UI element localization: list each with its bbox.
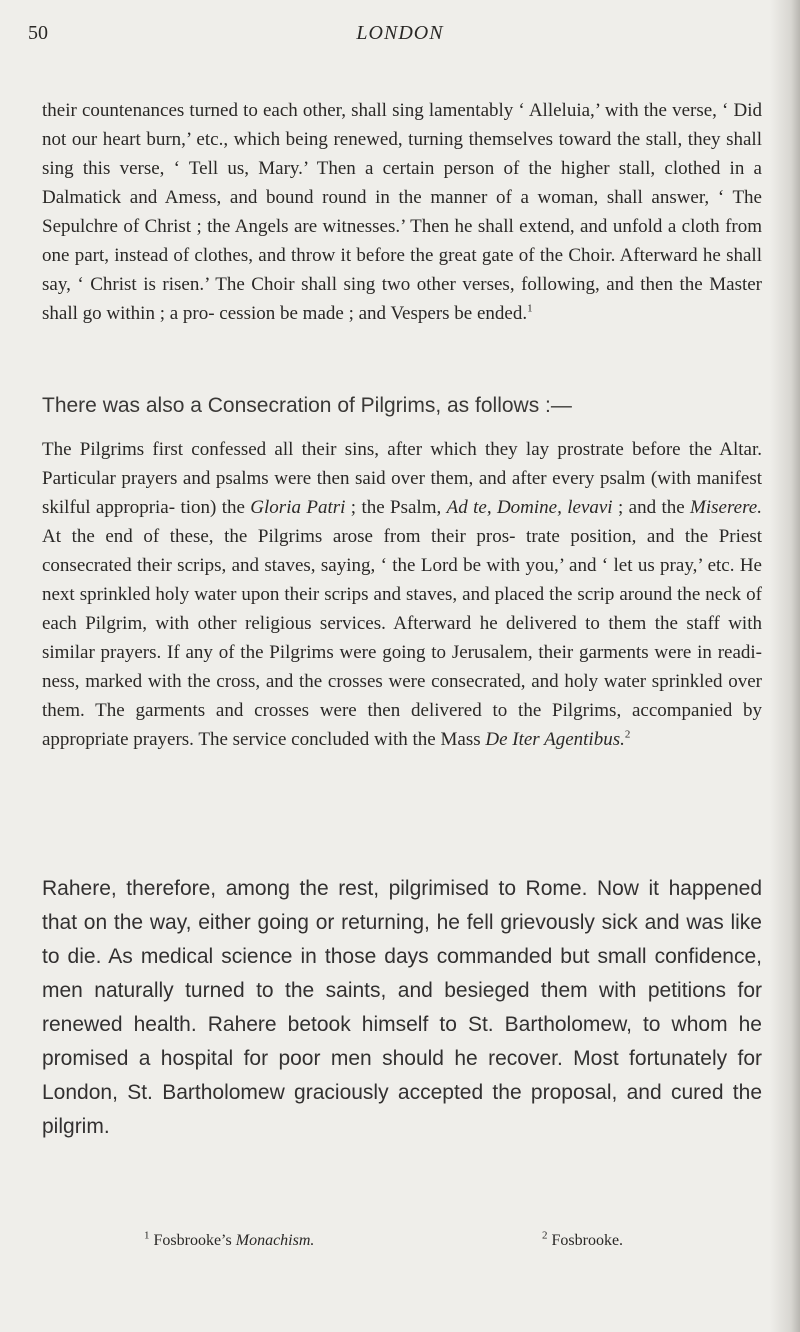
pilgrims-text-a: The Pilgrims first confessed all their sins, after which they lay prostrate before the Altar. Particular prayers and psalms were then said over them, and after every psalm (with manifest skilful appropria- tion) the xyxy=(42,439,762,518)
page-number: 50 xyxy=(28,22,48,44)
miserere: Miserere. xyxy=(690,497,762,518)
footnote-mark-2: 2 xyxy=(624,728,631,741)
paragraph-pilgrims xyxy=(42,435,762,754)
footnote-1-mark: 1 xyxy=(144,1229,150,1242)
footnote-1-text: Fosbrooke’s xyxy=(153,1232,236,1249)
page-edge-shadow xyxy=(770,0,800,1332)
paragraph-1-text: their countenances turned to each other, shall sing lamentably ‘ Alleluia,’ with the verse, ‘ Did not our heart burn,’ etc., which being renewed, turning themselves toward the stall, they shall sing this verse, ‘ Tell us, Mary.’ Then a certain person of the higher stall, clothed in a Dalmatick and Amess, and bound round in the manner of a woman, shall answer, ‘ The Sepulchre of Christ ; the Angels are witnesses.’ Then he shall extend, and unfold a cloth from one part, instead of clothes, and throw it before the great gate of the Choir. Afterward he shall say, ‘ Christ is risen.’ The Choir shall sing two other verses, following, and then the Master shall go within ; a pro- cession be made ; and Vespers be ended. xyxy=(42,100,762,324)
psalm-title: Ad te, Domine, levavi xyxy=(446,497,613,518)
pilgrims-text-d: At the end of these, the Pilgrims arose from their pros- trate position, and the Priest consecrated their scrips, and staves, saying, ‘ the Lord be with you,’ and ‘ let us pray,’ etc. He next sprinkled holy water upon their scrips and staves, and placed the scrip around the neck of each Pilgrim, with other religious services. Afterward he delivered to them the staff with similar prayers. If any of the Pilgrims were going to Jerusalem, their garments were in readi- ness, marked with the cross, and the crosses were consecrated, and holy water sprinkled over them. The garments and crosses were then delivered to the Pilgrims, accompanied by appropriate prayers. The service concluded with the Mass xyxy=(42,526,762,750)
footnote-mark-1: 1 xyxy=(527,302,533,315)
paragraph-1 xyxy=(42,96,762,328)
running-head: LONDON xyxy=(356,22,444,44)
pilgrims-text-b: ; the Psalm, xyxy=(345,497,447,518)
paragraph-rahere: Rahere, therefore, among the rest, pilgrimised to Rome. Now it happened that on the way, either going or returning, he fell grievously sick and was like to die. As medical science in those days commanded but small confidence, men naturally turned to the saints, and besieged them with petitions for renewed health. Rahere betook himself to St. Bartholomew, to whom he promised a hospital for poor men should he recover. Most fortunately for London, St. Bartholomew graciously accepted the proposal, and cured the pilgrim. xyxy=(42,877,762,1138)
footnote-1 xyxy=(144,1229,315,1250)
footnote-2-text: Fosbrooke. xyxy=(551,1232,624,1249)
mass-title: De Iter Agentibus. xyxy=(485,729,625,750)
gloria-patri: Gloria Patri xyxy=(250,497,346,518)
paragraph-consecration-heading: There was also a Consecration of Pilgrims, as follows :— xyxy=(42,394,572,417)
footnote-1-italic: Monachism. xyxy=(235,1232,315,1249)
pilgrims-text-c: ; and the xyxy=(612,497,691,518)
footnote-2 xyxy=(542,1229,624,1250)
footnote-2-mark: 2 xyxy=(542,1229,548,1242)
